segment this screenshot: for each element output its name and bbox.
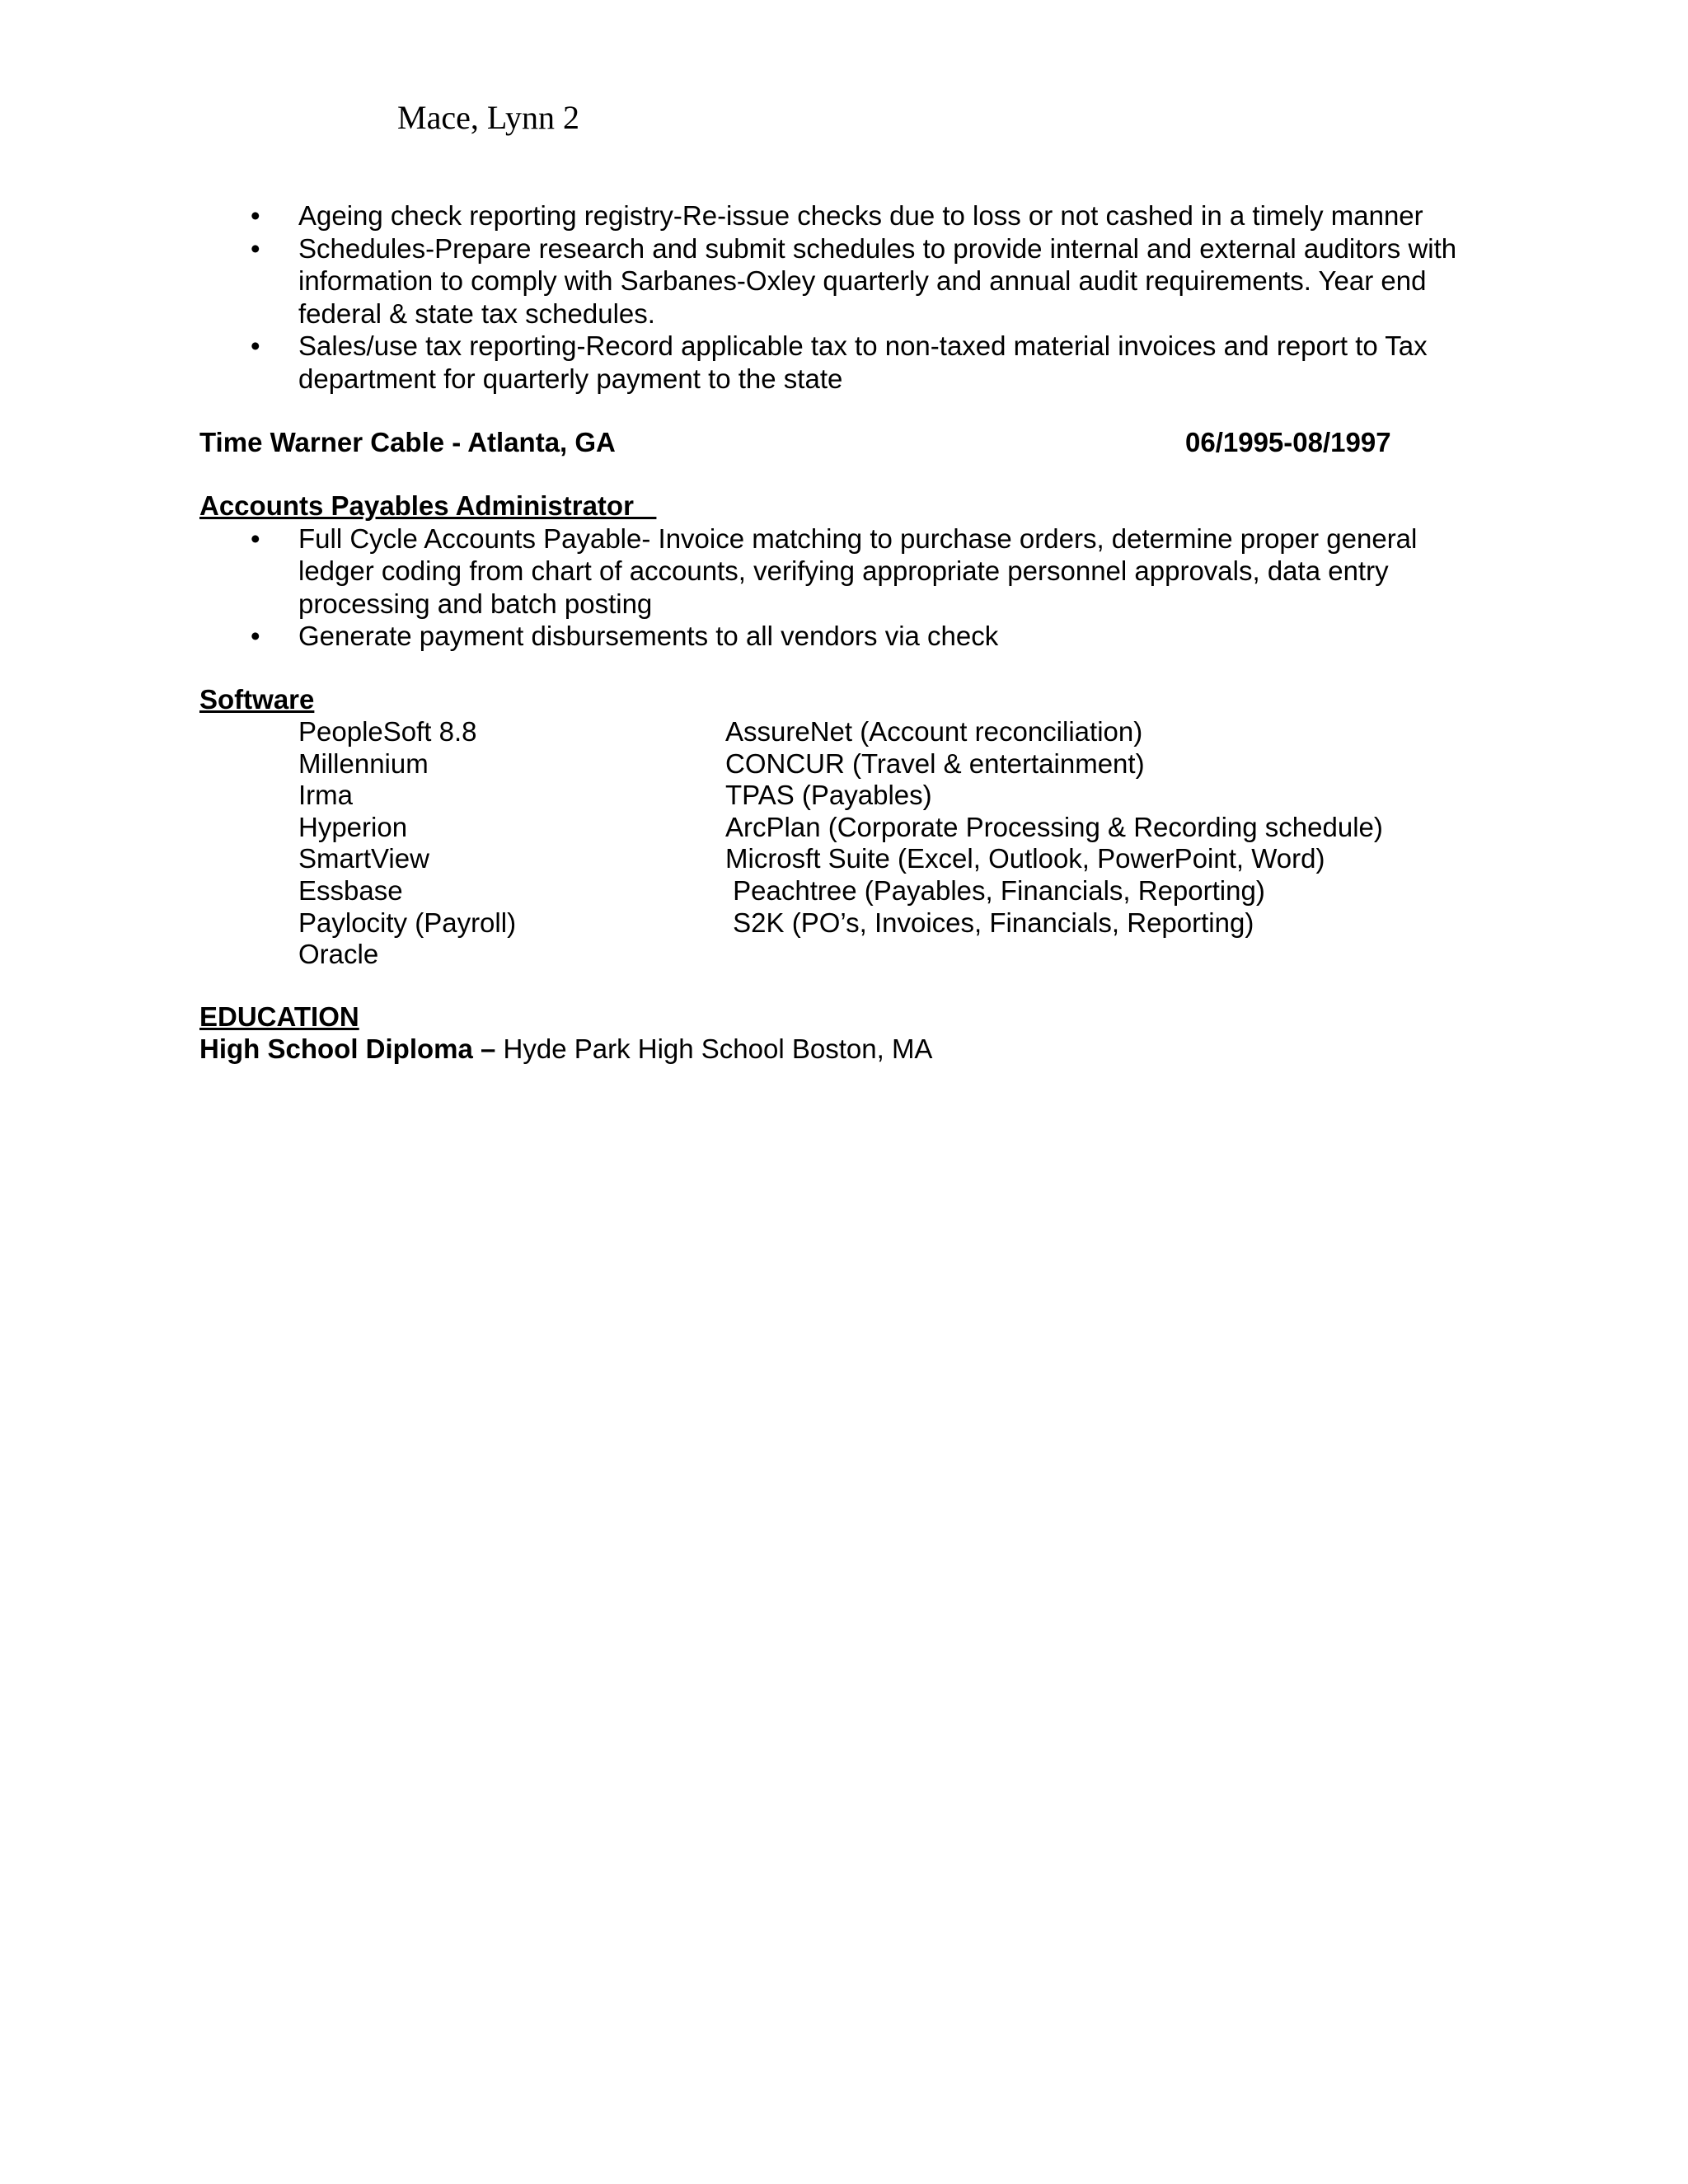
running-head: Mace, Lynn 2 (397, 99, 580, 136)
list-item (199, 523, 1485, 621)
bullet-text: Schedules-Prepare research and submit schedules to provide internal and external auditors with information to comply with Sarbanes-Oxley quarterly and annual audit requirements. Year end federal & state tax schedules. (298, 232, 1457, 329)
software-item: Millennium (298, 748, 429, 779)
software-item: Irma (298, 780, 353, 811)
software-item: Peachtree (Payables, Financials, Reporting) (725, 874, 1265, 906)
job-title: Accounts Payables Administrator (199, 490, 657, 521)
education-heading: EDUCATION (199, 1001, 359, 1032)
bullet-text: Full Cycle Accounts Payable- Invoice matching to purchase orders, determine proper general ledger coding from chart of accounts, verifying appropriate personnel approvals, data entry processing and batch posting (298, 523, 1418, 619)
bullet-icon: • (251, 200, 260, 231)
list-item (199, 199, 1485, 232)
bullet-icon: • (251, 232, 260, 264)
bullet-icon: • (251, 523, 260, 554)
list-item (199, 232, 1485, 330)
software-row (298, 811, 1485, 843)
software-row (298, 874, 1485, 907)
software-item: CONCUR (Travel & entertainment) (725, 748, 1145, 779)
software-heading: Software (199, 683, 315, 715)
school-name: Hyde Park High School Boston, MA (495, 1033, 933, 1065)
employer-name: Time Warner Cable - Atlanta, GA (199, 427, 616, 457)
bullet-text: Generate payment disbursements to all vendors via check (298, 621, 999, 651)
software-item: Hyperion (298, 811, 408, 842)
bullet-icon: • (251, 330, 260, 361)
prior-duties-list (199, 199, 1485, 395)
software-item: Microsft Suite (Excel, Outlook, PowerPoint, Word) (725, 843, 1325, 874)
employment-dates: 06/1995-08/1997 (1185, 427, 1391, 457)
job-duties-list (199, 523, 1485, 653)
software-row (298, 748, 1485, 780)
software-row (298, 715, 1485, 748)
bullet-text: Sales/use tax reporting-Record applicable tax to non-taxed material invoices and report to Tax department for quarterly payment to the state (298, 330, 1428, 394)
software-item: SmartView (298, 843, 429, 874)
bullet-text: Ageing check reporting registry-Re-issue checks due to loss or not cashed in a timely manner (298, 200, 1423, 231)
education-entry (199, 1033, 1485, 1066)
software-item: TPAS (Payables) (725, 780, 932, 811)
software-item: Oracle (298, 939, 379, 970)
software-row (298, 779, 1485, 811)
bullet-icon: • (251, 621, 260, 651)
list-item (199, 620, 1485, 653)
resume-body (199, 199, 1485, 1066)
software-list (298, 715, 1485, 970)
software-item: PeopleSoft 8.8 (298, 716, 477, 747)
software-item: AssureNet (Account reconciliation) (725, 716, 1143, 747)
list-item (199, 330, 1485, 395)
software-item: Essbase (298, 874, 403, 906)
degree-name: High School Diploma – (199, 1033, 496, 1065)
software-item: ArcPlan (Corporate Processing & Recording schedule) (725, 811, 1383, 842)
job-header (199, 426, 1485, 459)
software-row (298, 842, 1485, 874)
software-item: Paylocity (Payroll) (298, 907, 517, 938)
software-item: S2K (PO’s, Invoices, Financials, Reporting) (725, 907, 1254, 938)
software-row (298, 938, 1485, 970)
software-row (298, 907, 1485, 939)
